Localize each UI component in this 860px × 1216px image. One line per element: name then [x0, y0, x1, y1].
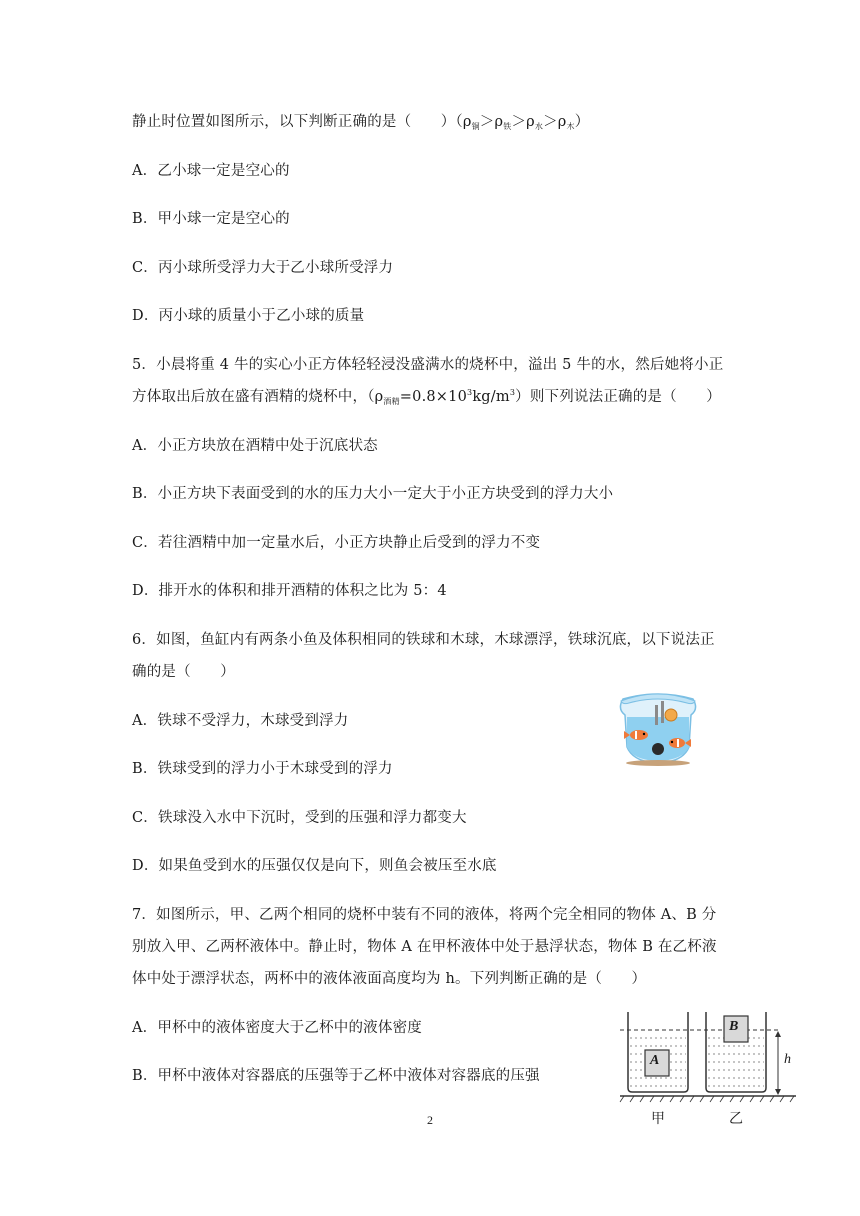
q7-stem-line1: 7．如图所示，甲、乙两个相同的烧杯中装有不同的液体，将两个完全相同的物体 A、B 分: [132, 907, 717, 923]
q6-option-d: D．如果鱼受到水的压强仅仅是向下，则鱼会被压至水底: [132, 858, 497, 874]
q6-option-c: C．铁球没入水中下沉时，受到的压强和浮力都变大: [132, 810, 467, 826]
q6-stem-line2: 确的是（ ）: [132, 664, 235, 680]
q4-option-d: D．丙小球的质量小于乙小球的质量: [132, 308, 365, 324]
q6-stem-line1: 6．如图，鱼缸内有两条小鱼及体积相同的铁球和木球，木球漂浮，铁球沉底，以下说法正: [132, 632, 715, 648]
q6-option-a: A．铁球不受浮力，木球受到浮力: [132, 713, 349, 729]
q5-option-b: B．小正方块下表面受到的水的压力大小一定大于小正方块受到的浮力大小: [132, 486, 614, 502]
q5-option-d: D．排开水的体积和排开酒精的体积之比为 5：4: [132, 583, 447, 599]
q4-option-a: A．乙小球一定是空心的: [132, 163, 290, 179]
q7-option-b: B．甲杯中液体对容器底的压强等于乙杯中液体对容器底的压强: [132, 1068, 540, 1084]
q4-option-b: B．甲小球一定是空心的: [132, 211, 290, 227]
q5-option-a: A．小正方块放在酒精中处于沉底状态: [132, 438, 378, 454]
q4-stem: 静止时位置如图所示，以下判断正确的是（ ）$(\rho_铜>\rho_铁>\rho_水>\rho_木)$: [132, 114, 590, 131]
q6-option-b: B．铁球受到的浮力小于木球受到的浮力: [132, 761, 393, 777]
height-h-label: h: [784, 1052, 791, 1067]
beakers-drawing: [618, 1006, 803, 1130]
q5-stem-line2: 方体取出后放在盛有酒精的烧杯中，$(\rho_{酒精}=0.8\times 10^3kg/m^3)$则下列说法正确的是（ ）: [132, 388, 721, 406]
q4-option-c: C．丙小球所受浮力大于乙小球所受浮力: [132, 260, 394, 276]
q7-stem-line2: 别放入甲、乙两杯液体中。静止时，物体 A 在甲杯液体中处于悬浮状态，物体 B 在乙杯液: [132, 939, 717, 955]
beakers-figure: [618, 1006, 803, 1130]
q5-stem-line1: 5．小晨将重 4 牛的实心小正方体轻轻浸没盛满水的烧杯中，溢出 5 牛的水，然后她将小正: [132, 357, 724, 373]
page-number: 2: [427, 1113, 433, 1127]
object-a-label: A: [650, 1053, 660, 1068]
fishbowl-figure: [613, 687, 703, 767]
object-b-label: B: [729, 1019, 739, 1034]
q7-stem-line3: 体中处于漂浮状态，两杯中的液体液面高度均为 h。下列判断正确的是（ ）: [132, 971, 647, 987]
q5-option-c: C．若往酒精中加一定量水后，小正方块静止后受到的浮力不变: [132, 535, 541, 551]
beaker-jia-label: 甲: [651, 1111, 665, 1127]
beaker-yi-label: 乙: [729, 1111, 743, 1127]
q7-option-a: A．甲杯中的液体密度大于乙杯中的液体密度: [132, 1020, 422, 1036]
